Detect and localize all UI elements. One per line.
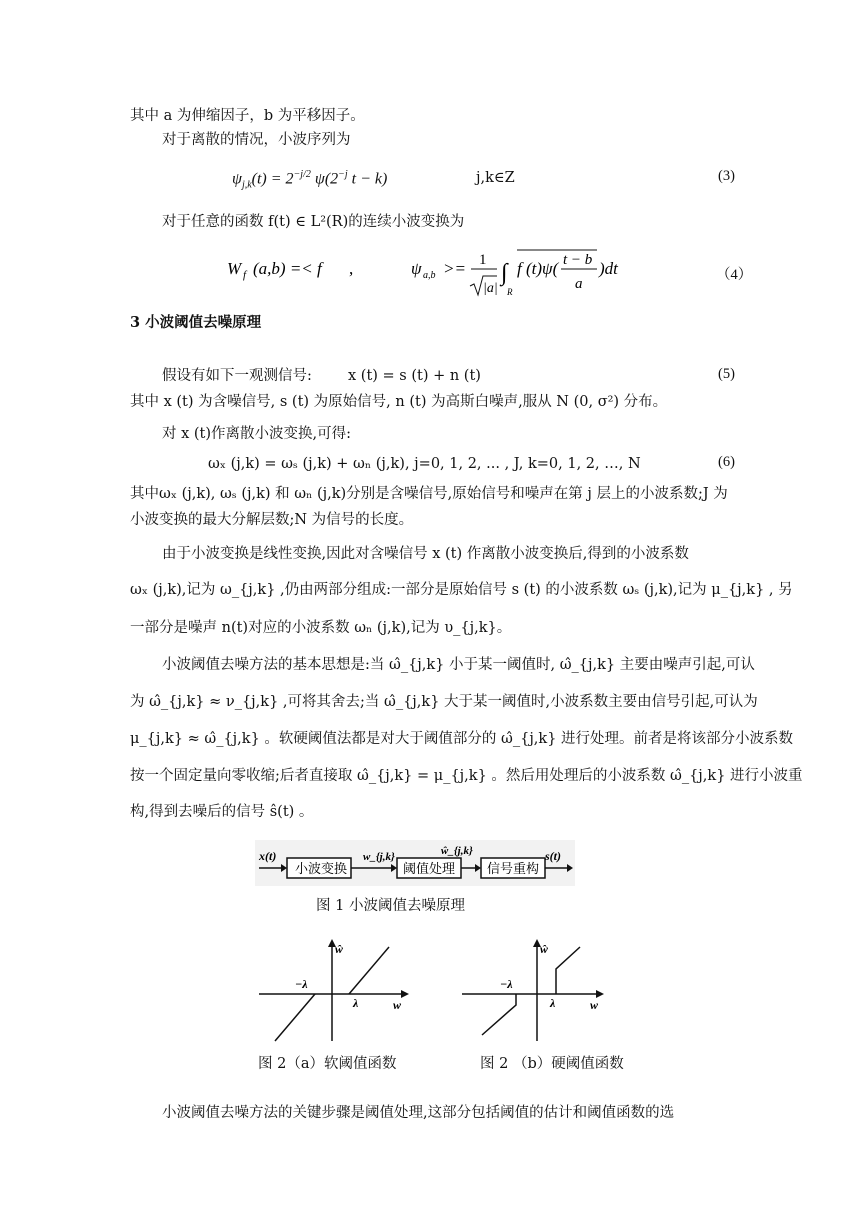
text-line: 其中 x (t) 为含噪信号, s (t) 为原始信号, n (t) 为高斯白噪声,服从 N (0, σ²) 分布。	[130, 394, 668, 410]
figure-2a-caption: 图 2（a）软阈值函数	[258, 1056, 397, 1072]
svg-text:>=: >=	[443, 259, 466, 278]
svg-text:ψ: ψ	[411, 259, 422, 278]
text-line: ωₓ (j,k),记为 ω_{j,k} ,仍由两部分组成:一部分是原始信号 s (t) 的小波系数 ωₛ (j,k),记为 μ_{j,k} , 另	[130, 582, 793, 598]
text-line: 小波变换的最大分解层数;N 为信号的长度。	[130, 512, 414, 528]
y-axis-label: ŵ	[540, 942, 549, 956]
fig1-output-label: s(t)	[545, 849, 561, 863]
svg-text:f: f	[243, 269, 247, 281]
svg-text:∫: ∫	[501, 260, 508, 286]
text-line: 小波阈值去噪方法的关键步骤是阈值处理,这部分包括阈值的估计和阈值函数的选	[162, 1105, 675, 1121]
equation-number: （4）	[716, 267, 753, 283]
x-axis-label: w	[590, 998, 599, 1012]
text-line: 小波阈值去噪方法的基本思想是:当 ω̂_{j,k} 小于某一阈值时, ω̂_{j,k} 主要由噪声引起,可认	[162, 657, 755, 673]
figure-2a-soft-threshold	[255, 935, 415, 1045]
svg-text:R: R	[507, 287, 513, 297]
text-line: 其中 a 为伸缩因子，b 为平移因子。	[130, 108, 365, 124]
fig1-input-label: x(t)	[259, 849, 277, 863]
equation-3: $\psi_{j,k}(t) = 2^{-j/2}$ $\psi(2^{-j}$ t − k)	[232, 169, 388, 191]
svg-text:W: W	[227, 259, 242, 278]
svg-text:a: a	[575, 276, 583, 292]
text-line: 其中ωₓ (j,k), ωₛ (j,k) 和 ωₙ (j,k)分别是含噪信号,原始信号和噪声在第 j 层上的小波系数;J 为	[130, 486, 728, 502]
neg-lambda-label: −λ	[295, 977, 308, 991]
figure-1-block-diagram	[255, 840, 575, 886]
fig1-mid-label-2: ŵ_{j,k}	[441, 845, 473, 857]
y-axis-label: ŵ	[335, 942, 344, 956]
fig1-box1-label: 小波变换	[295, 861, 348, 876]
svg-text:)dt: )dt	[599, 259, 618, 278]
x-axis-label: w	[393, 998, 402, 1012]
fig1-mid-label-1: w_{j,k}	[363, 851, 395, 863]
svg-text:f (t)ψ(: f (t)ψ(	[517, 259, 559, 278]
equation-number: (3)	[718, 168, 735, 184]
fig1-box3-label: 信号重构	[487, 861, 540, 876]
text-line: 对 x (t)作离散小波变换,可得:	[162, 426, 352, 442]
text-line: 一部分是噪声 n(t)对应的小波系数 ωₙ (j,k),记为 υ_{j,k}。	[130, 620, 512, 636]
text-line: 对于任意的函数 f(t) ∈ L²(R)的连续小波变换为	[162, 214, 465, 230]
svg-text:,: ,	[349, 259, 354, 278]
text-line: 由于小波变换是线性变换,因此对含噪信号 x (t) 作离散小波变换后,得到的小波系数	[162, 546, 689, 562]
figure-2b-caption: 图 2 （b）硬阈值函数	[480, 1056, 624, 1072]
svg-text:(a,b) =< f: (a,b) =< f	[253, 259, 322, 278]
neg-lambda-label: −λ	[500, 977, 513, 991]
equation-3-condition: j,k∈Z	[476, 170, 515, 186]
fig1-box2-label: 阈值处理	[403, 861, 456, 876]
text-line: 对于离散的情况，小波序列为	[162, 132, 351, 148]
pos-lambda-label: λ	[550, 996, 556, 1010]
figure-2b-hard-threshold	[458, 935, 618, 1045]
svg-text:t − b: t − b	[563, 252, 593, 268]
section-heading: 3 小波阈值去噪原理	[130, 314, 262, 331]
equation-6: ωₓ (j,k) = ωₛ (j,k) + ωₙ (j,k), j=0, 1, 2, ... , J, k=0, 1, 2, …, N	[208, 456, 641, 472]
text-line: 按一个固定量向零收缩;后者直接取 ω̂_{j,k} = μ_{j,k} 。然后用处理后的小波系数 ω̂_{j,k} 进行小波重	[130, 768, 803, 784]
equation-number: (5)	[718, 366, 735, 382]
pos-lambda-label: λ	[353, 996, 359, 1010]
equation-number: (6)	[718, 454, 735, 470]
text-line: μ_{j,k} ≈ ω̂_{j,k} 。软硬阈值法都是对大于阈值部分的 ω̂_{j,k} 进行处理。前者是将该部分小波系数	[130, 731, 794, 747]
text-line: 假设有如下一观测信号:	[162, 368, 312, 384]
svg-text:a,b: a,b	[423, 270, 436, 281]
svg-text:1: 1	[479, 252, 487, 268]
figure-1-caption: 图 1 小波阈值去噪原理	[316, 898, 465, 914]
equation-4	[225, 240, 645, 302]
svg-text:|a|: |a|	[483, 281, 498, 296]
text-line: 构,得到去噪后的信号 ŝ(t) 。	[130, 804, 314, 820]
equation-5: x (t) = s (t) + n (t)	[348, 368, 481, 384]
text-line: 为 ω̂_{j,k} ≈ ν_{j,k} ,可将其舍去;当 ω̂_{j,k} 大于某一阈值时,小波系数主要由信号引起,可认为	[130, 694, 758, 710]
